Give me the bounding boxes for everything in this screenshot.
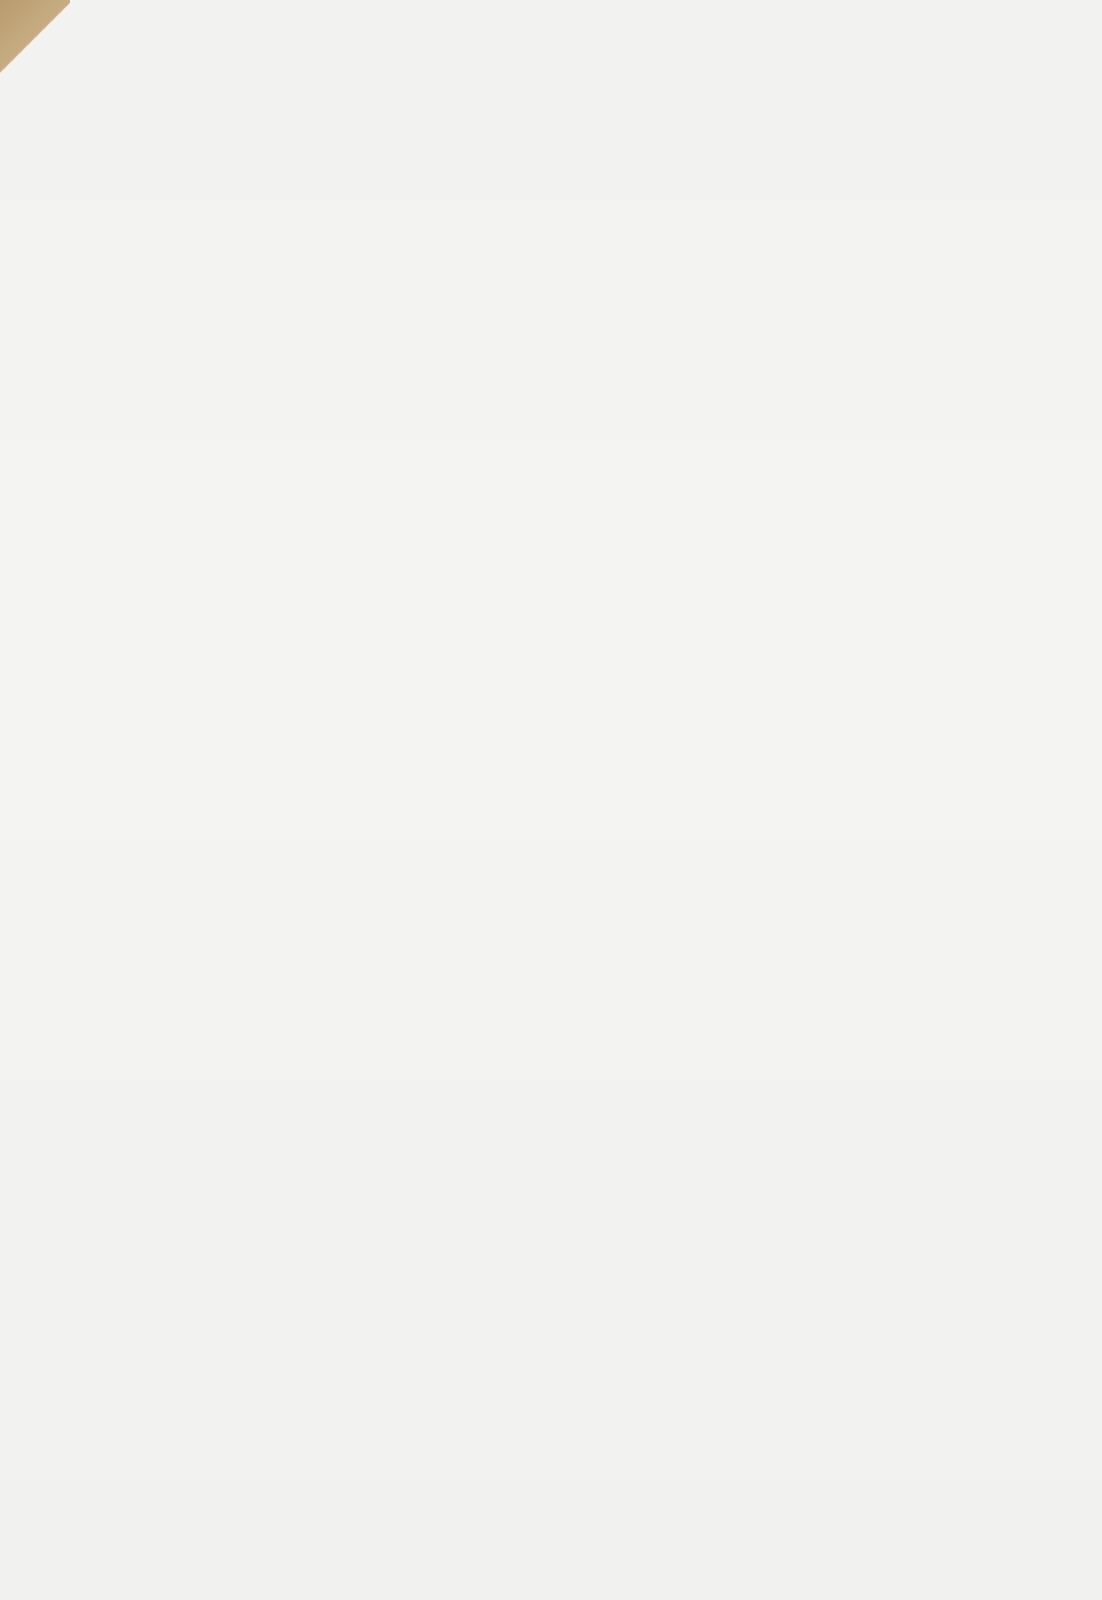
section-premises [48,620,1102,630]
checklist-table-section-1 [52,160,1102,165]
section-organization [52,160,1102,165]
checklist-table-section-2 [48,620,1102,630]
page-blank-margin [0,1470,1102,1600]
table-surface-corner [0,0,70,90]
